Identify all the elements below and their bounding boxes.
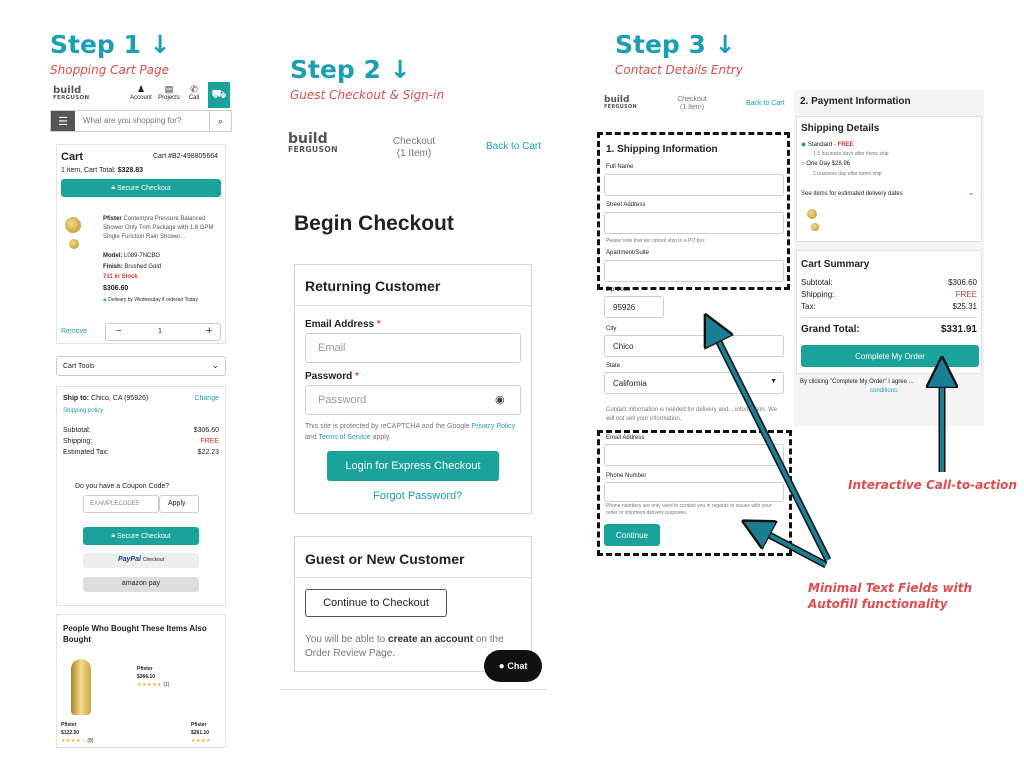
remove-link[interactable]: Remove	[61, 328, 88, 335]
truck-icon: ▰	[103, 297, 107, 303]
guest-info-text: You will be able to create an account on the Order Review Page.	[305, 634, 504, 659]
city-field[interactable]: Chico	[604, 335, 784, 357]
checkout-header: Checkout (1 Item)	[677, 96, 707, 111]
step3-subtitle: Contact Details Entry	[615, 63, 743, 77]
account-nav[interactable]: ♟ Account	[130, 84, 152, 101]
standard-option[interactable]: ◉ Standard - FREE	[801, 142, 854, 148]
begin-checkout-heading: Begin Checkout	[294, 212, 454, 235]
chat-icon: ●	[498, 660, 508, 672]
projects-nav[interactable]: ▤ Projects	[156, 84, 182, 101]
cart-icon[interactable]: ⛟	[208, 82, 230, 108]
projects-icon: ▤	[164, 84, 174, 94]
minus-button[interactable]: −	[116, 326, 122, 337]
apply-coupon-button[interactable]: Apply	[159, 495, 199, 513]
terms-link[interactable]: Terms of Service	[318, 434, 371, 441]
checkout-header: Checkout (1 Item)	[392, 136, 436, 159]
terms-agreement: By clicking "Complete My Order" I agree ... conditions.	[800, 379, 914, 394]
see-items-link[interactable]: See items for estimated delivery dates	[801, 191, 903, 197]
back-to-cart-link[interactable]: Back to Cart	[486, 141, 542, 152]
eye-icon[interactable]: ◉	[495, 394, 505, 406]
fields-annotation-line1: Minimal Text Fields with	[808, 581, 972, 595]
state-select[interactable]: California ▼	[604, 372, 784, 394]
call-nav[interactable]: ✆ Call	[184, 84, 204, 101]
arrow-to-shipping-fields	[712, 328, 828, 560]
contact-note: Contact information is needed for delivery and... information. We will not sell your information.	[606, 407, 777, 422]
zip-field[interactable]: 95926	[604, 296, 664, 318]
step1-subtitle: Shopping Cart Page	[50, 63, 169, 77]
email-label: Email Address	[606, 435, 645, 441]
cart-title: Cart	[61, 151, 84, 163]
login-express-checkout-button[interactable]: Login for Express Checkout	[327, 451, 499, 481]
step2-title: Step 2 ↓	[290, 55, 411, 84]
chevron-down-icon: ⌄	[211, 360, 219, 370]
city-label: City	[606, 326, 617, 332]
fields-annotation-line2: Autofill functionality	[808, 597, 948, 611]
change-link[interactable]: Change	[194, 395, 219, 402]
radio-selected-icon: ◉	[801, 142, 807, 148]
rec-item-1[interactable]: Pfister $366.10 ★★★★★ (1)	[137, 666, 170, 688]
chat-button[interactable]: ● Chat	[484, 650, 542, 682]
ship-to: Ship to: Chico, CA (95926)	[63, 395, 149, 402]
conditions-link[interactable]: conditions.	[870, 388, 899, 394]
chevron-down-icon[interactable]: ⌄	[967, 187, 975, 197]
coupon-prompt: Do you have a Coupon Code?	[75, 483, 170, 490]
down-arrow-icon: ↓	[149, 30, 171, 59]
search-input[interactable]: What are you shopping for?	[83, 116, 182, 125]
back-to-cart-link[interactable]: Back to Cart	[746, 100, 785, 107]
one-day-days: 1 business day after items ship	[813, 171, 882, 177]
rec-item-3[interactable]: Pfister $261.10 ★★★★	[191, 722, 211, 744]
product-model: Model: L089-7NCBG	[103, 253, 161, 259]
email-field[interactable]: Email	[305, 333, 521, 363]
step1-title: Step 1 ↓	[50, 30, 171, 59]
complete-order-button[interactable]: Complete My Order	[801, 345, 979, 367]
coupon-input[interactable]: EXAMPLECODE5	[83, 495, 159, 513]
cart-tools-dropdown[interactable]: Cart Tools ⌄	[56, 356, 226, 376]
plus-button[interactable]: +	[206, 325, 213, 337]
shipping-policy-link[interactable]: Shipping policy	[63, 408, 104, 414]
po-box-note: Please note that we cannot ship to a PO box	[606, 238, 705, 244]
email-label: Email Address *	[305, 319, 381, 330]
forgot-password-link[interactable]: Forgot Password?	[373, 490, 463, 502]
quantity-value[interactable]: 1	[158, 328, 162, 335]
shipping-info-heading: 1. Shipping Information	[606, 144, 718, 155]
paypal-button[interactable]: PayPal Checkout	[83, 553, 199, 568]
continue-to-checkout-button[interactable]: Continue to Checkout	[305, 589, 447, 617]
cart-total: 1 item, Cart Total: $328.83	[61, 167, 143, 174]
apt-label: Apartment/Suite	[606, 250, 650, 256]
product-price: $306.60	[103, 285, 129, 292]
shipping-details-heading: Shipping Details	[801, 123, 880, 134]
product-finish: Finish: Brushed Gold	[103, 264, 162, 270]
step2-subtitle: Guest Checkout & Sign-in	[290, 88, 445, 102]
ferguson-logo[interactable]: build FERGUSON	[53, 85, 90, 101]
payment-info-heading: 2. Payment Information	[800, 96, 911, 107]
returning-customer-heading: Returning Customer	[305, 278, 441, 294]
down-arrow-icon: ↓	[714, 30, 736, 59]
guest-heading: Guest or New Customer	[305, 551, 465, 567]
cart-summary-heading: Cart Summary	[801, 259, 870, 270]
ferguson-logo[interactable]: build FERGUSON	[604, 95, 637, 110]
lock-icon: 🔒︎	[111, 532, 117, 539]
cta-annotation: Interactive Call-to-action	[848, 478, 1017, 492]
password-field[interactable]: Password	[305, 385, 521, 415]
menu-icon[interactable]: ☰	[51, 111, 75, 131]
full-name-label: Full Name	[606, 164, 634, 170]
state-label: State	[606, 363, 621, 369]
phone-note: Phone numbers are only used to contact you in regards to issues with your order or shipment delivery purposes.	[606, 503, 772, 516]
search-icon[interactable]: ⌕	[209, 111, 231, 131]
amazon-pay-button[interactable]: amazon pay	[83, 577, 199, 592]
stock-status: 711 In Stock	[103, 274, 138, 280]
secure-checkout-button[interactable]: 🔒︎ Secure Checkout	[61, 179, 221, 197]
privacy-policy-link[interactable]: Privacy Policy	[471, 423, 516, 430]
user-icon: ♟	[136, 84, 146, 94]
ferguson-logo[interactable]: build FERGUSON	[288, 131, 338, 154]
phone-label: Phone Number	[606, 473, 647, 479]
recaptcha-notice: This site is protected by reCAPTCHA and the Google Privacy Policy and Terms of Service apply.	[305, 423, 516, 441]
continue-button[interactable]: Continue	[604, 524, 660, 546]
grand-total: Grand Total: $331.91	[801, 324, 977, 335]
caret-down-icon: ▼	[770, 378, 777, 385]
standard-days: 1-5 business days after items ship	[813, 151, 889, 157]
one-day-option[interactable]: ○ One Day $28.96	[801, 161, 851, 167]
rec-item-2[interactable]: Pfister $122.50 ★★★★☆ (8)	[61, 722, 94, 744]
phone-icon: ✆	[190, 84, 198, 94]
delivery-estimate: ▰ Delivery by Wednesday if ordered Today	[103, 297, 198, 303]
cart-number: Cart #B2-498805664	[153, 153, 218, 160]
zip-label: Zip Code	[606, 287, 631, 293]
recommendations-title: People Who Bought These Items Also Bought	[63, 624, 207, 644]
password-label: Password *	[305, 371, 359, 382]
step3-title: Step 3 ↓	[615, 30, 736, 59]
lock-icon: 🔒︎	[111, 184, 117, 191]
secure-checkout-button-bottom[interactable]: 🔒︎ Secure Checkout	[83, 527, 199, 545]
street-label: Street Address	[606, 202, 646, 208]
down-arrow-icon: ↓	[389, 55, 411, 84]
product-name[interactable]: Pfister Contempra Pressure Balanced Shower Only Trim Package with 1.8 GPM Single Function Rain Shower...	[103, 216, 214, 240]
radio-icon: ○	[801, 161, 805, 167]
summary-lines: Subtotal: $306.60 Shipping: FREE Estimated Tax: $22.23	[63, 427, 219, 456]
summary-lines: Subtotal: $306.60 Shipping: FREE Tax: $25.31	[801, 278, 977, 311]
